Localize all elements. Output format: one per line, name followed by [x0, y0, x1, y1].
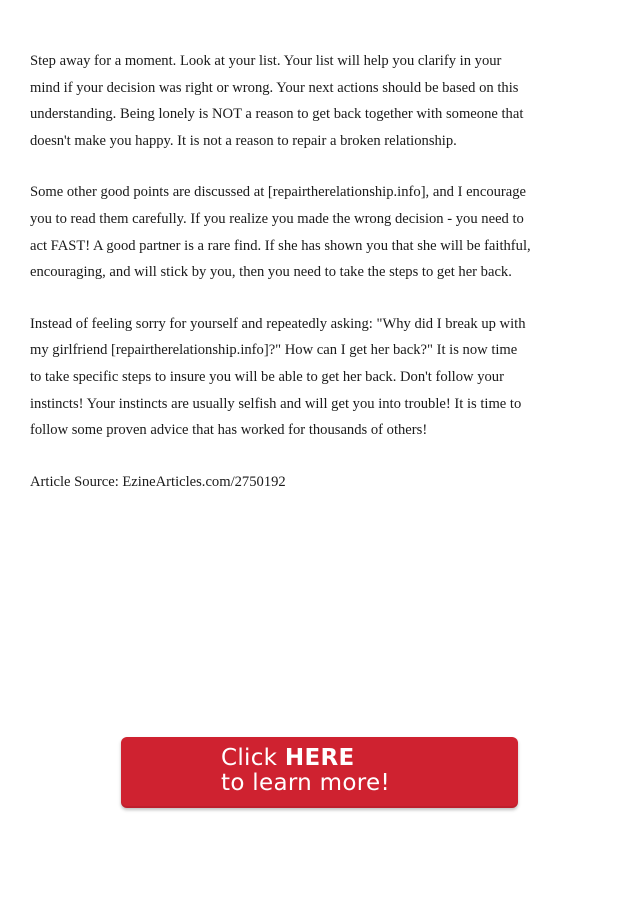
- text-line: mind if your decision was right or wrong. Your next actions should be based on this: [30, 79, 519, 96]
- text-line: follow some proven advice that has worked for thousands of others!: [30, 422, 428, 439]
- text-line: act FAST! A good partner is a rare find. If she has shown you that she will be faithful,: [30, 237, 531, 254]
- text-line: Instead of feeling sorry for yourself and repeatedly asking: "Why did I break up with: [30, 315, 526, 332]
- text-line: my girlfriend [repairtherelationship.info]?" How can I get her back?" It is now time: [30, 342, 518, 359]
- text-line: understanding. Being lonely is NOT a reason to get back together with someone that: [30, 106, 524, 123]
- click-here-button[interactable]: [121, 737, 518, 808]
- cta-line-2: to learn more!: [221, 770, 390, 796]
- cta-label: [221, 746, 390, 796]
- paragraph-1: [30, 48, 590, 154]
- article-source: Article Source: EzineArticles.com/2750192: [30, 473, 286, 490]
- cta-prefix: Click: [221, 745, 285, 771]
- text-line: encouraging, and will stick by you, then you need to take the steps to get her back.: [30, 264, 512, 281]
- text-line: you to read them carefully. If you realize you made the wrong decision - you need to: [30, 210, 524, 227]
- paragraph-2: [30, 179, 590, 285]
- text-line: instincts! Your instincts are usually selfish and will get you into trouble! It is time to: [30, 395, 522, 412]
- text-line: doesn't make you happy. It is not a reason to repair a broken relationship.: [30, 132, 457, 149]
- article-body: [30, 48, 590, 495]
- paragraph-3: [30, 311, 590, 444]
- text-line: Some other good points are discussed at [repairtherelationship.info], and I encourage: [30, 184, 527, 201]
- text-line: Step away for a moment. Look at your list. Your list will help you clarify in your: [30, 53, 502, 69]
- cta-emphasis: HERE: [284, 745, 355, 771]
- text-line: to take specific steps to insure you will be able to get her back. Don't follow your: [30, 368, 504, 385]
- cta-line-1: [221, 746, 390, 771]
